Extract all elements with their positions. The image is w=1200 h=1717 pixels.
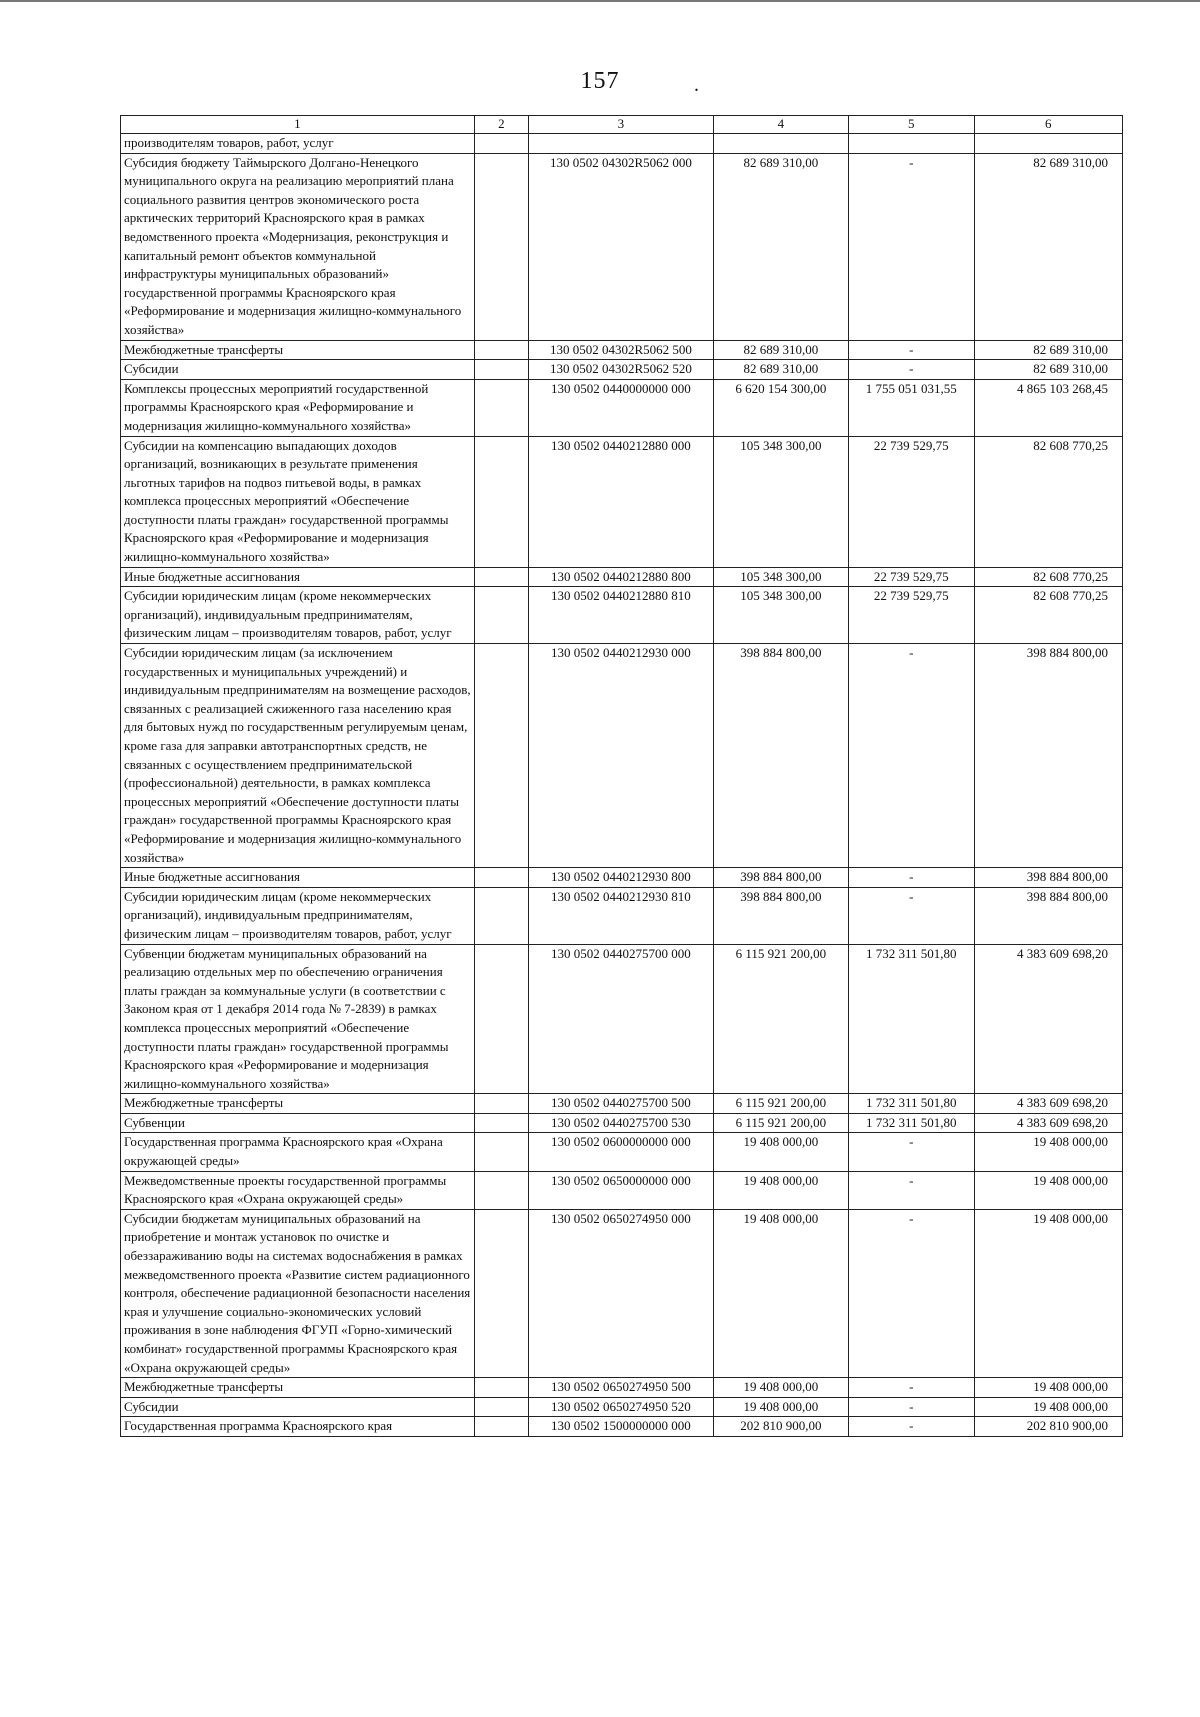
row-code-cell: 130 0502 04302R5062 500: [529, 340, 713, 360]
table-row: [121, 340, 1123, 360]
table-row: [121, 1378, 1123, 1398]
row-name-cell: Субсидии на компенсацию выпадающих доходов организаций, возникающих в результате применения льготных тарифов на подвоз питьевой воды, в рамках комплекса процессных мероприятий «Обеспечение доступности платы граждан» государственной программы Красноярского края «Реформирование и модернизация жилищно-коммунального хозяйства»: [121, 436, 475, 567]
row-executed-cell: 1 732 311 501,80: [849, 944, 975, 1094]
row-remaining-cell: 82 689 310,00: [974, 340, 1122, 360]
header-cell-6: 6: [974, 116, 1122, 134]
row-col2-cell: [474, 567, 529, 587]
row-name-cell: Межведомственные проекты государственной программы Красноярского края «Охрана окружающей среды»: [121, 1171, 475, 1209]
row-name-cell: Субвенции бюджетам муниципальных образований на реализацию отдельных мер по обеспечению ограничения платы граждан за коммунальные услуги (в соответствии с Законом края от 1 декабря 2014 года № 7-2839) в рамках комплекса процессных мероприятий «Обеспечение доступности платы граждан» государственной программы Красноярского края «Реформирование и модернизация жилищно-коммунального хозяйства»: [121, 944, 475, 1094]
row-code-cell: 130 0502 0600000000 000: [529, 1133, 713, 1171]
row-col2-cell: [474, 644, 529, 868]
row-code-cell: 130 0502 04302R5062 520: [529, 360, 713, 380]
row-executed-cell: 22 739 529,75: [849, 587, 975, 644]
row-name-cell: Субсидии: [121, 1397, 475, 1417]
row-amount-cell: 105 348 300,00: [713, 587, 848, 644]
row-executed-cell: -: [849, 1171, 975, 1209]
row-amount-cell: 105 348 300,00: [713, 436, 848, 567]
row-executed-cell: -: [849, 153, 975, 340]
row-name-cell: Субвенции: [121, 1113, 475, 1133]
table-row: [121, 1417, 1123, 1437]
row-col2-cell: [474, 868, 529, 888]
row-col2-cell: [474, 1378, 529, 1398]
table-row: [121, 134, 1123, 154]
table-row: [121, 1397, 1123, 1417]
row-amount-cell: 19 408 000,00: [713, 1209, 848, 1377]
row-remaining-cell: 4 865 103 268,45: [974, 379, 1122, 436]
row-executed-cell: -: [849, 340, 975, 360]
row-remaining-cell: 19 408 000,00: [974, 1133, 1122, 1171]
row-remaining-cell: 4 383 609 698,20: [974, 944, 1122, 1094]
row-code-cell: 130 0502 0440212880 000: [529, 436, 713, 567]
budget-table-body: [121, 116, 1123, 1437]
row-amount-cell: 6 115 921 200,00: [713, 944, 848, 1094]
row-name-cell: производителям товаров, работ, услуг: [121, 134, 475, 154]
row-remaining-cell: 398 884 800,00: [974, 644, 1122, 868]
row-code-cell: 130 0502 0440212930 810: [529, 887, 713, 944]
row-name-cell: Государственная программа Красноярского края: [121, 1417, 475, 1437]
row-code-cell: 130 0502 0650274950 520: [529, 1397, 713, 1417]
page-number-block: [0, 68, 1200, 95]
row-executed-cell: [849, 134, 975, 154]
row-amount-cell: 19 408 000,00: [713, 1171, 848, 1209]
row-amount-cell: 105 348 300,00: [713, 567, 848, 587]
table-row: [121, 1171, 1123, 1209]
page-mark: .: [694, 74, 700, 96]
row-name-cell: Комплексы процессных мероприятий государственной программы Красноярского края «Реформирование и модернизация жилищно-коммунального хозяйства»: [121, 379, 475, 436]
row-col2-cell: [474, 887, 529, 944]
header-cell-2: 2: [474, 116, 529, 134]
table-row: [121, 944, 1123, 1094]
row-code-cell: 130 0502 0440000000 000: [529, 379, 713, 436]
row-col2-cell: [474, 587, 529, 644]
row-name-cell: Субсидии юридическим лицам (за исключением государственных и муниципальных учреждений) и индивидуальным предпринимателям на возмещение расходов, связанных с реализацией сжиженного газа населению края для бытовых нужд по государственным регулируемым ценам, кроме газа для заправки автотранспортных средств, не связанных с осуществлением предпринимательской (профессиональной) деятельности, в рамках комплекса процессных мероприятий «Обеспечение доступности платы граждан» государственной программы Красноярского края «Реформирование и модернизация жилищно-коммунального хозяйства»: [121, 644, 475, 868]
row-amount-cell: [713, 134, 848, 154]
row-amount-cell: 19 408 000,00: [713, 1378, 848, 1398]
row-col2-cell: [474, 1171, 529, 1209]
row-executed-cell: -: [849, 1397, 975, 1417]
row-executed-cell: 1 755 051 031,55: [849, 379, 975, 436]
header-cell-3: 3: [529, 116, 713, 134]
row-code-cell: 130 0502 0440275700 000: [529, 944, 713, 1094]
row-name-cell: Субсидия бюджету Таймырского Долгано-Ненецкого муниципального округа на реализацию мероприятий плана социального развития центров экономического роста арктических территорий Красноярского края в рамках ведомственного проекта «Модернизация, реконструкция и капитальный ремонт объектов коммунальной инфраструктуры муниципальных образований» государственной программы Красноярского края «Реформирование и модернизация жилищно-коммунального хозяйства»: [121, 153, 475, 340]
row-code-cell: 130 0502 0440275700 500: [529, 1094, 713, 1114]
table-row: [121, 567, 1123, 587]
table-row: [121, 644, 1123, 868]
row-amount-cell: 82 689 310,00: [713, 360, 848, 380]
scan-edge: [0, 0, 1200, 2]
row-remaining-cell: 82 689 310,00: [974, 360, 1122, 380]
row-remaining-cell: 398 884 800,00: [974, 868, 1122, 888]
row-code-cell: [529, 134, 713, 154]
row-code-cell: 130 0502 0650274950 500: [529, 1378, 713, 1398]
table-row: [121, 1209, 1123, 1377]
table-row: [121, 868, 1123, 888]
table-row: [121, 360, 1123, 380]
table-row: [121, 1133, 1123, 1171]
table-header-row: [121, 116, 1123, 134]
row-name-cell: Межбюджетные трансферты: [121, 1378, 475, 1398]
row-name-cell: Иные бюджетные ассигнования: [121, 868, 475, 888]
row-executed-cell: -: [849, 1417, 975, 1437]
row-remaining-cell: 19 408 000,00: [974, 1378, 1122, 1398]
row-col2-cell: [474, 1133, 529, 1171]
row-executed-cell: -: [849, 360, 975, 380]
row-amount-cell: 6 115 921 200,00: [713, 1094, 848, 1114]
table-row: [121, 1094, 1123, 1114]
row-amount-cell: 6 620 154 300,00: [713, 379, 848, 436]
row-amount-cell: 19 408 000,00: [713, 1133, 848, 1171]
row-code-cell: 130 0502 04302R5062 000: [529, 153, 713, 340]
row-name-cell: Субсидии юридическим лицам (кроме некоммерческих организаций), индивидуальным предпринимателям, физическим лицам – производителям товаров, работ, услуг: [121, 887, 475, 944]
row-remaining-cell: 4 383 609 698,20: [974, 1113, 1122, 1133]
page-number: 157: [580, 68, 620, 94]
row-col2-cell: [474, 436, 529, 567]
row-col2-cell: [474, 1397, 529, 1417]
table-row: [121, 887, 1123, 944]
row-code-cell: 130 0502 0440212880 800: [529, 567, 713, 587]
row-amount-cell: 202 810 900,00: [713, 1417, 848, 1437]
row-amount-cell: 6 115 921 200,00: [713, 1113, 848, 1133]
row-remaining-cell: 19 408 000,00: [974, 1209, 1122, 1377]
row-executed-cell: 1 732 311 501,80: [849, 1094, 975, 1114]
row-code-cell: 130 0502 0650274950 000: [529, 1209, 713, 1377]
table-row: [121, 1113, 1123, 1133]
row-remaining-cell: 82 608 770,25: [974, 436, 1122, 567]
row-name-cell: Межбюджетные трансферты: [121, 1094, 475, 1114]
row-code-cell: 130 0502 0650000000 000: [529, 1171, 713, 1209]
row-executed-cell: -: [849, 644, 975, 868]
row-amount-cell: 398 884 800,00: [713, 644, 848, 868]
row-col2-cell: [474, 1113, 529, 1133]
row-code-cell: 130 0502 0440212880 810: [529, 587, 713, 644]
row-amount-cell: 82 689 310,00: [713, 153, 848, 340]
row-remaining-cell: 82 608 770,25: [974, 587, 1122, 644]
row-code-cell: 130 0502 0440212930 000: [529, 644, 713, 868]
row-code-cell: 130 0502 0440212930 800: [529, 868, 713, 888]
header-cell-1: 1: [121, 116, 475, 134]
budget-table: [120, 115, 1123, 1437]
table-row: [121, 379, 1123, 436]
row-remaining-cell: 19 408 000,00: [974, 1397, 1122, 1417]
row-col2-cell: [474, 944, 529, 1094]
row-remaining-cell: [974, 134, 1122, 154]
row-name-cell: Государственная программа Красноярского края «Охрана окружающей среды»: [121, 1133, 475, 1171]
row-remaining-cell: 19 408 000,00: [974, 1171, 1122, 1209]
row-col2-cell: [474, 340, 529, 360]
row-col2-cell: [474, 1417, 529, 1437]
row-amount-cell: 398 884 800,00: [713, 868, 848, 888]
row-name-cell: Субсидии: [121, 360, 475, 380]
row-code-cell: 130 0502 0440275700 530: [529, 1113, 713, 1133]
row-executed-cell: -: [849, 1378, 975, 1398]
row-remaining-cell: 398 884 800,00: [974, 887, 1122, 944]
row-col2-cell: [474, 1209, 529, 1377]
row-col2-cell: [474, 134, 529, 154]
row-name-cell: Межбюджетные трансферты: [121, 340, 475, 360]
row-amount-cell: 398 884 800,00: [713, 887, 848, 944]
row-remaining-cell: 82 608 770,25: [974, 567, 1122, 587]
row-amount-cell: 19 408 000,00: [713, 1397, 848, 1417]
row-name-cell: Субсидии юридическим лицам (кроме некоммерческих организаций), индивидуальным предпринимателям, физическим лицам – производителям товаров, работ, услуг: [121, 587, 475, 644]
row-col2-cell: [474, 360, 529, 380]
row-name-cell: Субсидии бюджетам муниципальных образований на приобретение и монтаж установок по очистке и обеззараживанию воды на системах водоснабжения в рамках межведомственного проекта «Развитие систем радиационного контроля, обеспечение радиационной безопасности населения края и улучшение социально-экономических условий проживания в зоне наблюдения ФГУП «Горно-химический комбинат» государственной программы Красноярского края «Охрана окружающей среды»: [121, 1209, 475, 1377]
row-col2-cell: [474, 1094, 529, 1114]
table-row: [121, 153, 1123, 340]
row-executed-cell: -: [849, 887, 975, 944]
row-remaining-cell: 82 689 310,00: [974, 153, 1122, 340]
row-executed-cell: 22 739 529,75: [849, 567, 975, 587]
row-executed-cell: 1 732 311 501,80: [849, 1113, 975, 1133]
table-row: [121, 587, 1123, 644]
row-code-cell: 130 0502 1500000000 000: [529, 1417, 713, 1437]
header-cell-5: 5: [849, 116, 975, 134]
row-remaining-cell: 202 810 900,00: [974, 1417, 1122, 1437]
row-executed-cell: 22 739 529,75: [849, 436, 975, 567]
row-remaining-cell: 4 383 609 698,20: [974, 1094, 1122, 1114]
row-amount-cell: 82 689 310,00: [713, 340, 848, 360]
row-col2-cell: [474, 379, 529, 436]
row-executed-cell: -: [849, 1133, 975, 1171]
row-executed-cell: -: [849, 868, 975, 888]
row-name-cell: Иные бюджетные ассигнования: [121, 567, 475, 587]
row-col2-cell: [474, 153, 529, 340]
table-row: [121, 436, 1123, 567]
row-executed-cell: -: [849, 1209, 975, 1377]
header-cell-4: 4: [713, 116, 848, 134]
